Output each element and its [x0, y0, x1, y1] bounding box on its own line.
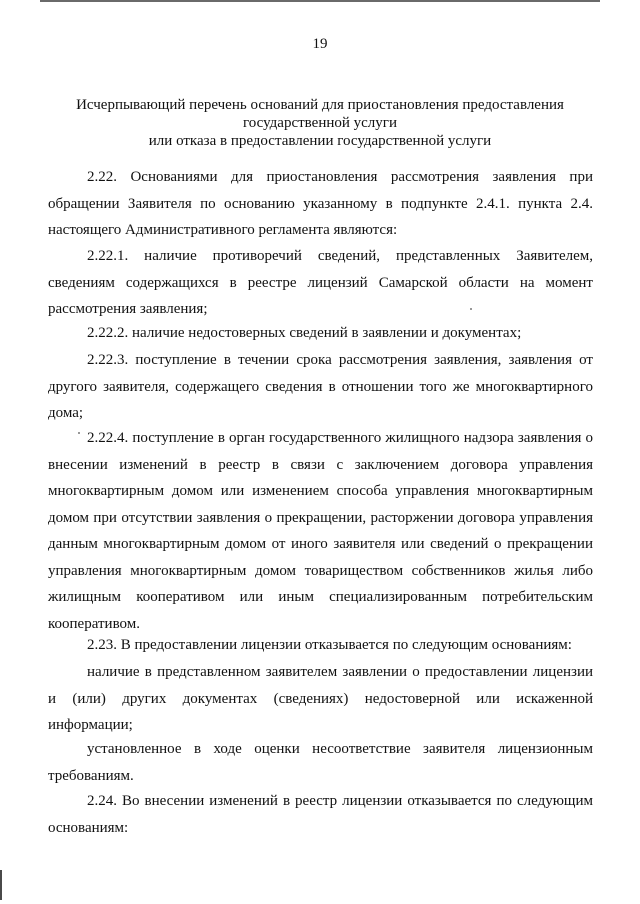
- paragraph-2-22-4: 2.22.4. поступление в орган государственного жилищного надзора заявления о внесении изменений в реестр в связи с заключением договора управления многоквартирным домом или изменением способа управления многоквартирным домом при отсутствии заявления о прекращении, расторжении договора управления данным многоквартирным домом от иного заявителя или сведений о прекращении управления многоквартирным домом товариществом собственников жилья либо жилищным кооперативом или иным специализированным потребительским кооперативом.: [48, 430, 593, 632]
- section-heading-line-3: или отказа в предоставлении государственной услуги: [148, 133, 492, 149]
- section-heading-line-1: Исчерпывающий перечень оснований для приостановления предоставления: [76, 97, 564, 113]
- paragraph-2-23: 2.23. В предоставлении лицензии отказывается по следующим основаниям:: [87, 637, 572, 653]
- scan-speck: [470, 308, 472, 310]
- paragraph-2-22-2: 2.22.2. наличие недостоверных сведений в заявлении и документах;: [87, 325, 522, 341]
- paragraph-2-22-1: 2.22.1. наличие противоречий сведений, представленных Заявителем, сведениям содержащихся в реестре лицензий Самарской области на момент рассмотрения заявления;: [48, 248, 593, 317]
- scan-edge-mark: [0, 870, 2, 900]
- section-heading-line-2: государственной услуги: [243, 115, 397, 131]
- paragraph-2-23-ground-2: установленное в ходе оценки несоответствие заявителя лицензионным требованиям.: [48, 741, 593, 784]
- paragraph-2-24: 2.24. Во внесении изменений в реестр лицензии отказывается по следующим основаниям:: [48, 793, 593, 836]
- paragraph-2-23-ground-1: наличие в представленном заявителем заявлении о предоставлении лицензии и (или) других документах (сведениях) недостоверной или искаженной информации;: [48, 664, 593, 733]
- paragraph-2-22: 2.22. Основаниями для приостановления рассмотрения заявления при обращении Заявителя по основанию указанному в подпункте 2.4.1. пункта 2.4. настоящего Административного регламента являются:: [48, 169, 593, 238]
- scan-speck: [78, 432, 80, 434]
- paragraph-2-22-3: 2.22.3. поступление в течении срока рассмотрения заявления, заявления от другого заявителя, содержащего сведения в отношении того же многоквартирного дома;: [48, 352, 593, 421]
- top-border-line: [40, 0, 600, 2]
- page-number: 19: [312, 36, 328, 52]
